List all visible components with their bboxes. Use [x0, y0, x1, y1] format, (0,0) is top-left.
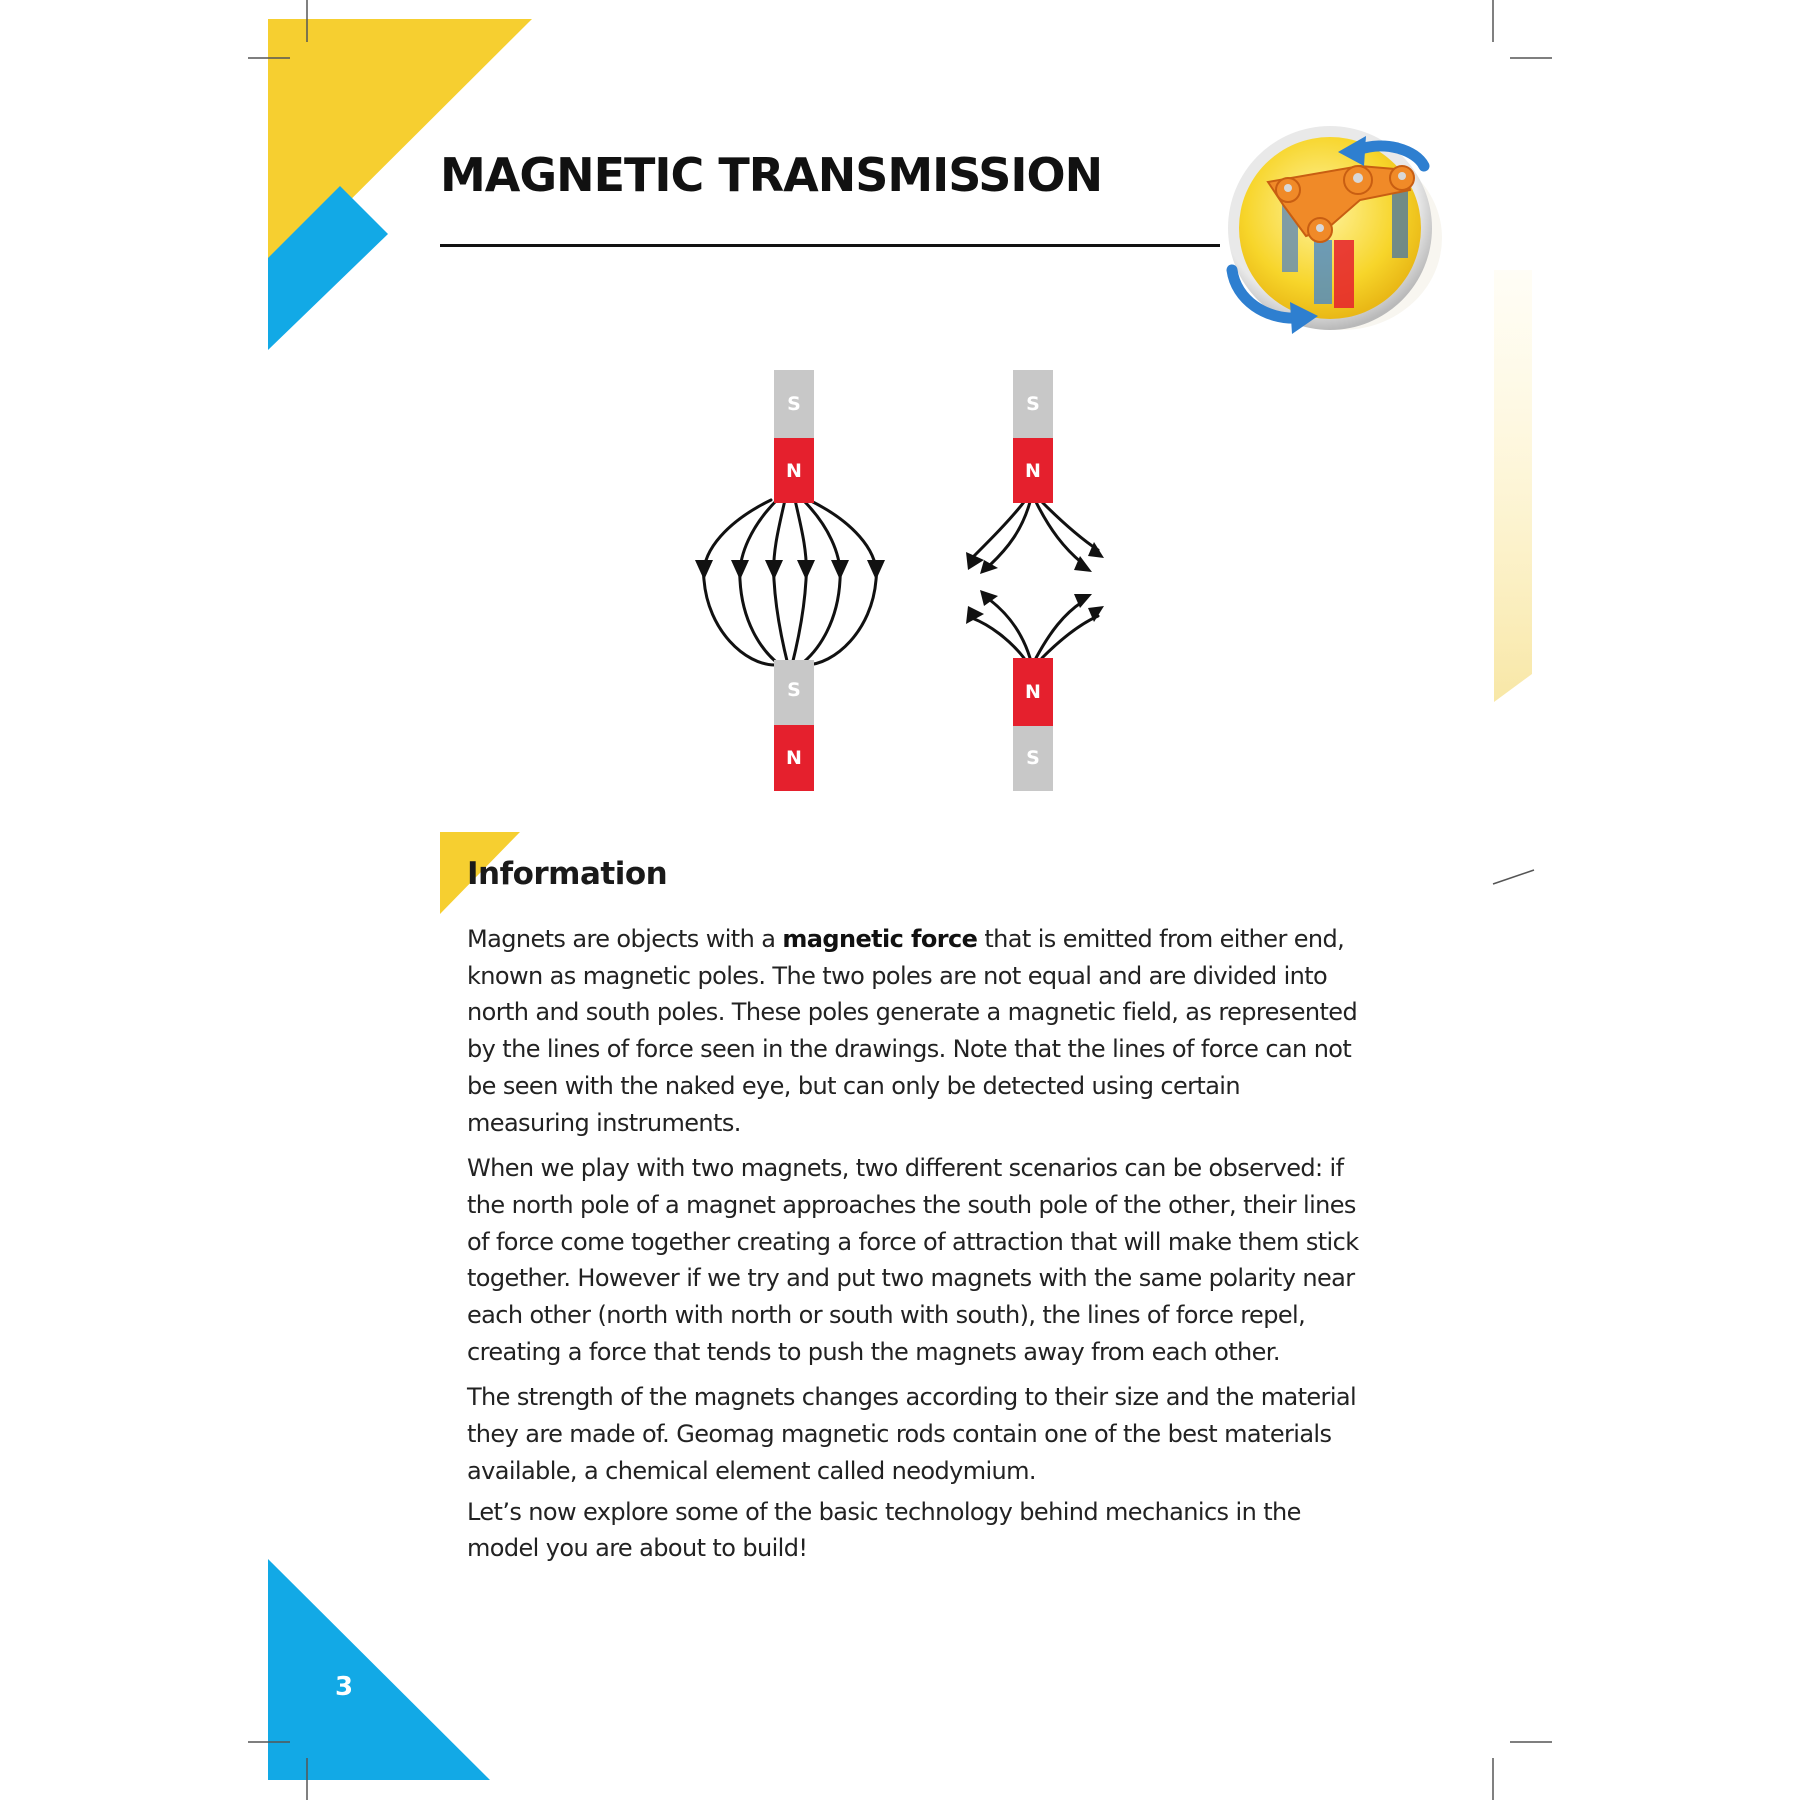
bold-term: magnetic force	[782, 925, 978, 953]
repel-line	[972, 502, 1024, 558]
right-bottom-magnet	[1013, 658, 1053, 791]
paragraph-2: When we play with two magnets, two different scenarios can be observed: if the north pole of a magnet approaches the south pole of the other, their lines of force come together creating a force of attraction that will make them stick together. However if we try and put two magnets with the same polarity near each other (north with north or south with south), the lines of force repel, creating a force that tends to push the magnets away from each other.	[467, 1154, 1359, 1366]
pole-label: S	[1026, 393, 1040, 415]
page-title: MAGNETIC TRANSMISSION	[440, 148, 1103, 202]
information-body	[467, 921, 1367, 1576]
paragraph-3: The strength of the magnets changes according to their size and the material they are made of. Geomag magnetic rods contain one of the best materials available, a chemical element called neodymium.	[467, 1383, 1357, 1485]
pole-label: S	[787, 679, 801, 701]
magnets-field-lines-diagram	[0, 0, 1800, 850]
information-heading: Information	[467, 856, 668, 892]
left-top-magnet	[774, 370, 814, 503]
paragraph-1: Magnets are objects with a magnetic force that is emitted from either end, known as magnetic poles. The two poles are not equal and are divided into north and south poles. These poles generate a magnetic field, as represented by the lines of force seen in the drawings. Note that the lines of force can not be seen with the naked eye, but can only be detected using certain measuring instruments.	[467, 925, 1358, 1137]
pole-label: N	[786, 460, 802, 482]
pole-label: S	[1026, 747, 1040, 769]
repel-line	[990, 600, 1030, 658]
field-line	[774, 500, 788, 665]
repel-line	[972, 618, 1024, 658]
right-top-magnet	[1013, 370, 1053, 503]
paragraph-4: Let’s now explore some of the basic technology behind mechanics in the model you are about to build!	[467, 1497, 1301, 1563]
page-number: 3	[334, 1672, 354, 1702]
field-line	[792, 500, 806, 665]
left-bottom-magnet	[774, 660, 814, 791]
pole-label: N	[786, 747, 802, 769]
pole-label: N	[1025, 681, 1041, 703]
pole-label: S	[787, 393, 801, 415]
pole-label: N	[1025, 460, 1041, 482]
